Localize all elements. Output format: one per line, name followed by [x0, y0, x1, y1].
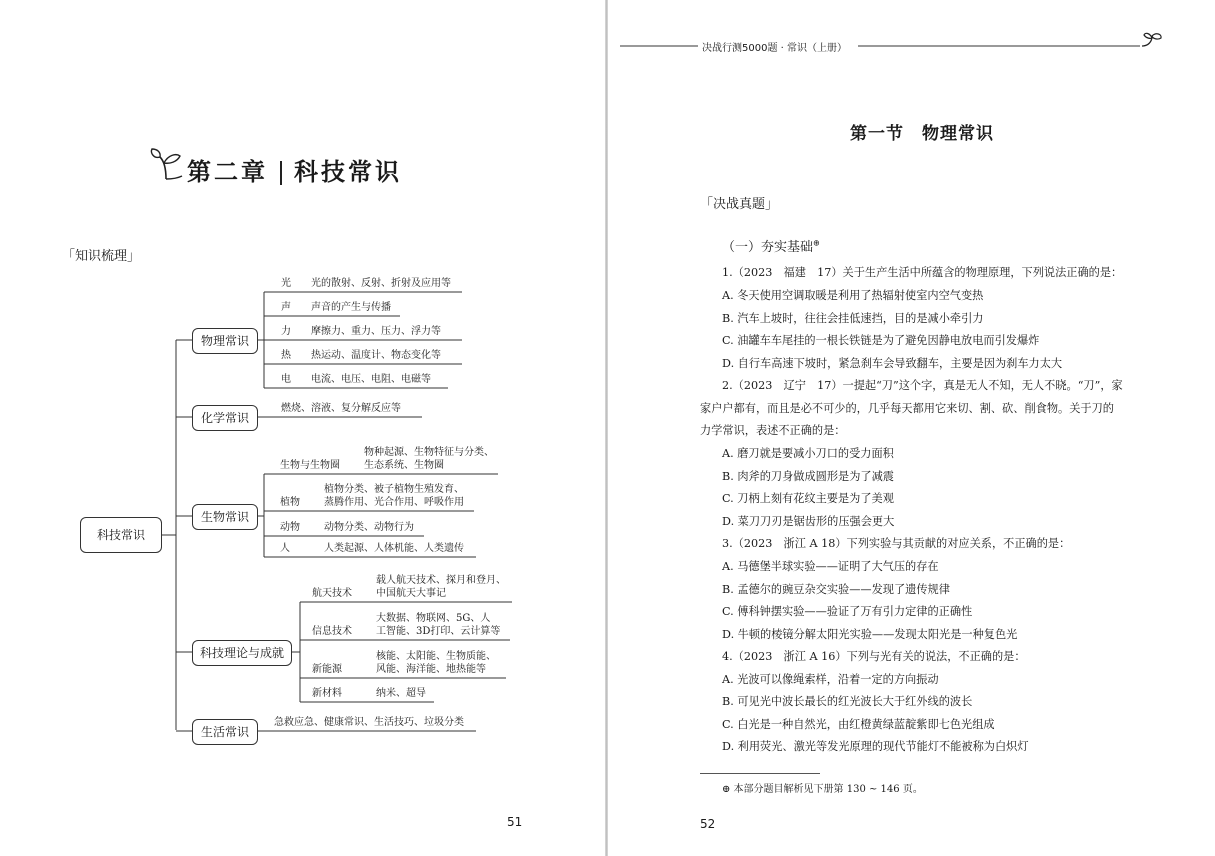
- node-biology: 生物常识: [192, 504, 258, 530]
- node-life: 生活常识: [192, 719, 258, 745]
- biology-key: 人: [280, 543, 290, 554]
- exam-heading: 「决战真题」: [700, 197, 779, 212]
- option-line: B. 肉斧的刀身做成圆形是为了减震: [722, 470, 894, 483]
- physics-value: 摩擦力、重力、压力、浮力等: [311, 326, 441, 337]
- physics-value: 声音的产生与传播: [311, 302, 391, 313]
- biology-key: 生物与生物圈: [280, 460, 340, 471]
- tech-value: 载人航天技术、探月和登月、: [376, 575, 506, 586]
- biology-key: 动物: [280, 522, 300, 533]
- option-line: D. 牛顿的棱镜分解太阳光实验——发现太阳光是一种复色光: [722, 628, 1018, 641]
- footnote: ⊕ 本部分题目解析见下册第 130 ~ 146 页。: [722, 784, 923, 795]
- subsection-title: [722, 236, 820, 255]
- biology-value: 植物分类、被子植物生殖发育、: [324, 484, 464, 495]
- running-header: 决战行测5000题 · 常识（上册）: [702, 43, 847, 54]
- option-line: B. 汽车上坡时，往往会挂低速挡，目的是减小牵引力: [722, 312, 984, 325]
- left-page: [0, 0, 606, 856]
- biology-value: 人类起源、人体机能、人类遗传: [324, 543, 464, 554]
- page-number: 52: [700, 817, 716, 831]
- chapter-name: 科技常识: [294, 158, 402, 186]
- tech-key: 航天技术: [312, 588, 352, 599]
- option-line: D. 自行车高速下坡时，紧急刹车会导致翻车，主要是因为刹车力太大: [722, 357, 1063, 370]
- subsection-label: （一）夯实基础: [722, 240, 814, 255]
- sprout-icon: [1138, 30, 1164, 52]
- question-line: 4.（2023 浙江 A 16）下列与光有关的说法，不正确的是：: [722, 650, 1026, 663]
- question-line: 3.（2023 浙江 A 18）下列实验与其贡献的对应关系，不正确的是：: [722, 537, 1071, 550]
- page-number: 51: [507, 815, 523, 829]
- biology-value: 蒸腾作用、光合作用、呼吸作用: [324, 497, 464, 508]
- mindmap-root: 科技常识: [80, 517, 162, 553]
- physics-value: 热运动、温度计、物态变化等: [311, 350, 441, 361]
- chapter-number: 第二章: [187, 158, 268, 186]
- node-chemistry: 化学常识: [192, 405, 258, 431]
- biology-value: 动物分类、动物行为: [324, 522, 414, 533]
- chemistry-text: 燃烧、溶液、复分解反应等: [281, 403, 401, 414]
- knowledge-heading: 「知识梳理」: [62, 249, 141, 264]
- tech-value: 工智能、3D打印、云计算等: [376, 626, 501, 637]
- option-line: C. 油罐车车尾挂的一根长铁链是为了避免因静电放电而引发爆炸: [722, 334, 1040, 347]
- question-line: 2.（2023 辽宁 17）一提起“刀”这个字，真是无人不知，无人不晓。“刀”，家: [722, 379, 1123, 392]
- option-line: B. 可见光中波长最长的红光波长大于红外线的波长: [722, 695, 973, 708]
- option-line: A. 磨刀就是要减小刀口的受力面积: [722, 447, 894, 460]
- option-line: B. 孟德尔的豌豆杂交实验——发现了遗传规律: [722, 583, 950, 596]
- question-line: 力学常识，表述不正确的是：: [700, 424, 846, 437]
- option-line: A. 马德堡半球实验——证明了大气压的存在: [722, 560, 939, 573]
- node-physics: 物理常识: [192, 328, 258, 354]
- physics-key: 光: [281, 278, 291, 289]
- tech-value: 风能、海洋能、地热能等: [376, 664, 486, 675]
- physics-value: 电流、电压、电阻、电磁等: [311, 374, 431, 385]
- tech-key: 新材料: [312, 688, 342, 699]
- option-line: D. 菜刀刀刃是锯齿形的压强会更大: [722, 515, 895, 528]
- question-line: 家户户都有，而且是必不可少的，几乎每天都用它来切、割、砍、削食物。关于刀的: [700, 402, 1114, 415]
- physics-key: 力: [281, 326, 291, 337]
- option-line: D. 利用荧光、激光等发光原理的现代节能灯不能被称为白炽灯: [722, 740, 1029, 753]
- physics-value: 光的散射、反射、折射及应用等: [311, 278, 451, 289]
- option-line: A. 光波可以像绳索样，沿着一定的方向振动: [722, 673, 939, 686]
- physics-key: 热: [281, 350, 291, 361]
- option-line: C. 白光是一种自然光，由红橙黄绿蓝靛紫即七色光组成: [722, 718, 995, 731]
- tech-value: 核能、太阳能、生物质能、: [376, 651, 496, 662]
- physics-key: 电: [281, 374, 291, 385]
- tech-value: 纳米、超导: [376, 688, 426, 699]
- tech-key: 新能源: [312, 664, 342, 675]
- footnote-rule: [700, 773, 820, 774]
- physics-key: 声: [281, 302, 291, 313]
- biology-value: 生态系统、生物圈: [364, 460, 444, 471]
- node-tech: 科技理论与成就: [192, 640, 292, 666]
- tech-key: 信息技术: [312, 626, 352, 637]
- option-line: A. 冬天使用空调取暖是利用了热辐射使室内空气变热: [722, 289, 984, 302]
- biology-value: 物种起源、生物特征与分类、: [364, 447, 494, 458]
- biology-key: 植物: [280, 497, 300, 508]
- option-line: C. 刀柄上刻有花纹主要是为了美观: [722, 492, 894, 505]
- section-title: 第一节 物理常识: [850, 124, 994, 144]
- tech-value: 大数据、物联网、5G、人: [376, 613, 491, 624]
- footnote-mark: ⊕: [813, 238, 820, 248]
- tech-value: 中国航天大事记: [376, 588, 446, 599]
- question-line: 1.（2023 福建 17）关于生产生活中所蕴含的物理原理，下列说法正确的是：: [722, 266, 1123, 279]
- option-line: C. 傅科钟摆实验——验证了万有引力定律的正确性: [722, 605, 973, 618]
- life-text: 急救应急、健康常识、生活技巧、垃圾分类: [274, 717, 464, 728]
